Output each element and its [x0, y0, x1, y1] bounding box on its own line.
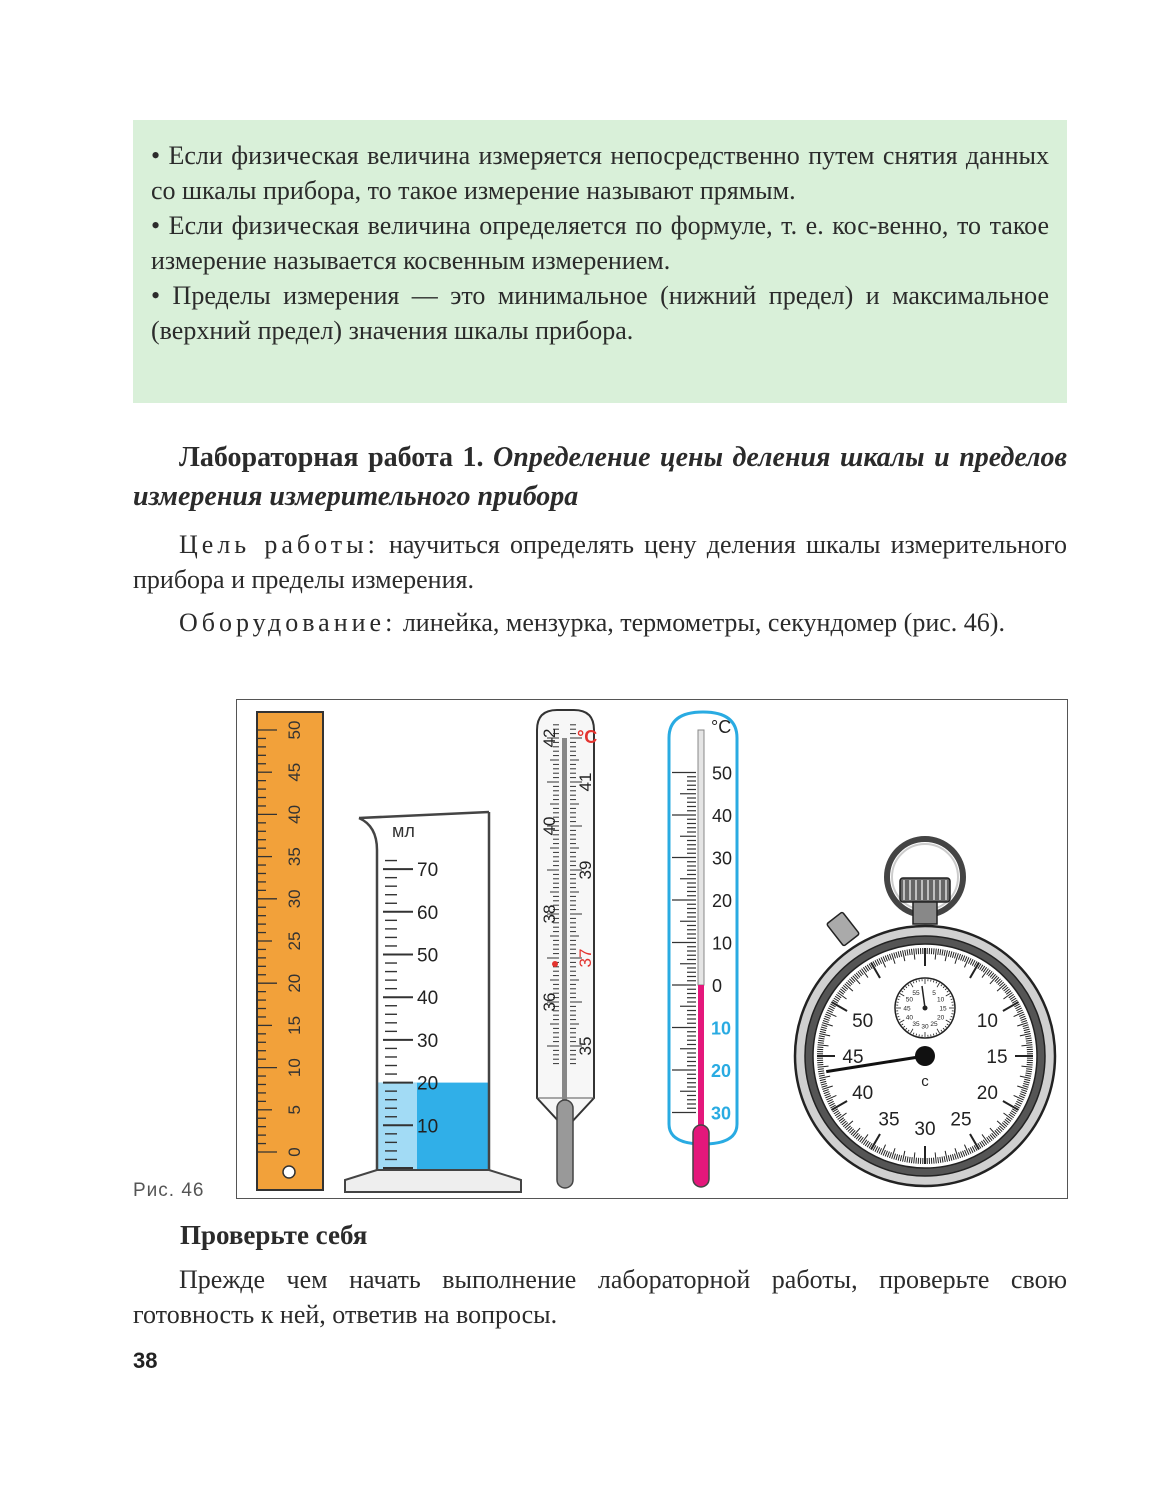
equipment-paragraph	[133, 605, 1067, 640]
ruler-label: 10	[285, 1058, 304, 1078]
stopwatch-label: 45	[842, 1047, 864, 1068]
stopwatch-crown	[900, 878, 950, 902]
cylinder-unit: мл	[392, 821, 415, 841]
room-capillary-fill	[698, 985, 704, 1140]
clinical-thermometer	[537, 710, 597, 1188]
ruler-label: 50	[285, 720, 304, 740]
subdial-label: 35	[912, 1021, 920, 1029]
bullet-indirect: • Если физическая величина определяется по формуле, т. е. кос-венно, то такое измерение называется косвенным измерением.	[151, 211, 1049, 275]
stopwatch-label: 50	[852, 1011, 874, 1032]
ruler-hole	[283, 1166, 295, 1178]
subdial-label: 50	[905, 996, 914, 1004]
stopwatch-pin	[915, 1046, 935, 1066]
ruler-label: 15	[285, 1015, 304, 1035]
subdial-label: 15	[939, 1005, 947, 1013]
cylinder-label: 20	[417, 1073, 439, 1095]
stopwatch-tick	[916, 948, 917, 954]
goal-label: Цель работы:	[179, 530, 379, 559]
stopwatch-tick	[1027, 1065, 1033, 1066]
stopwatch-label: 40	[852, 1083, 874, 1104]
ruler-label: 40	[285, 804, 304, 824]
room-bulb	[693, 1125, 709, 1187]
instruments-illustration	[237, 700, 1069, 1200]
cylinder-label: 10	[417, 1116, 439, 1138]
stopwatch-label: 25	[950, 1109, 972, 1131]
figure-46	[236, 699, 1068, 1199]
room-label-negative: 10	[711, 1018, 732, 1039]
subdial-pin	[923, 1006, 928, 1011]
stopwatch-tick	[934, 948, 935, 954]
stopwatch-label: 15	[986, 1047, 1008, 1068]
ruler-label: 45	[285, 762, 304, 782]
stopwatch-stem	[913, 902, 937, 924]
clinical-mark-37	[552, 961, 558, 967]
definition-box	[133, 120, 1067, 403]
subdial-label: 5	[932, 989, 936, 997]
room-label-negative: 30	[711, 1103, 732, 1124]
cylinder-label: 40	[417, 988, 439, 1010]
cylinder-base	[345, 1170, 521, 1192]
bullet-limits: • Пределы измерения — это минимальное (нижний предел) и максимальное (верхний предел) значения шкалы прибора.	[151, 281, 1049, 345]
clinical-label: 38	[540, 904, 559, 924]
check-heading: Проверьте себя	[180, 1220, 368, 1250]
subdial-label: 10	[936, 996, 945, 1004]
liquid-highlight	[377, 1083, 417, 1170]
ruler-label: 25	[285, 931, 304, 951]
stopwatch-label: 35	[878, 1109, 900, 1131]
equipment-text: линейка, мензурка, термометры, секундомер (рис. 46).	[402, 608, 1005, 637]
subdial-label: 30	[921, 1023, 929, 1031]
figure-caption: Рис. 46	[133, 1180, 205, 1201]
subdial-label: 55	[912, 989, 920, 997]
graduated-cylinder	[345, 812, 521, 1192]
cylinder-label: 30	[417, 1030, 439, 1052]
room-capillary-empty	[698, 730, 704, 985]
room-label-positive: 50	[712, 763, 733, 784]
ruler-label: 0	[285, 1147, 304, 1157]
lab-number: Лабораторная работа 1.	[179, 442, 484, 473]
page-number: 38	[133, 1348, 158, 1373]
clinical-bulb	[557, 1100, 573, 1188]
cylinder-label: 60	[417, 902, 439, 924]
equipment-label: Оборудование:	[179, 608, 397, 637]
stopwatch	[795, 839, 1055, 1186]
room-thermometer	[669, 712, 737, 1187]
clinical-label: 37	[576, 948, 595, 968]
clinical-capillary	[562, 738, 567, 1103]
room-label-positive: 40	[712, 806, 733, 826]
lab-title: Определение цены деления шкалы и пределов измерения измерительного прибора	[133, 442, 1067, 512]
room-unit: °C	[711, 717, 732, 737]
subdial-label: 25	[930, 1021, 938, 1029]
stopwatch-side-button	[827, 912, 860, 946]
check-text: Прежде чем начать выполнение лабораторной работы, проверьте свою готовность к ней, ответив на вопросы.	[133, 1265, 1067, 1329]
room-label-positive: 30	[712, 848, 733, 869]
stopwatch-tick	[817, 1065, 823, 1066]
stopwatch-label: 20	[976, 1083, 998, 1104]
clinical-label: 35	[576, 1036, 595, 1056]
ruler-label: 20	[285, 973, 304, 993]
ruler-label: 30	[285, 889, 304, 909]
stopwatch-tick	[817, 1047, 823, 1048]
room-label-positive: 10	[712, 933, 733, 954]
lab-heading	[133, 438, 1067, 516]
room-label-positive: 20	[712, 891, 733, 911]
ruler-label: 35	[285, 847, 304, 867]
ruler	[257, 712, 323, 1190]
bullet-direct: • Если физическая величина измеряется непосредственно путем снятия данных со шкалы прибора, то такое измерение называют прямым.	[151, 141, 1049, 205]
goal-text: научиться определять цену деления шкалы измерительного прибора и пределы измерения.	[133, 530, 1067, 594]
check-paragraph	[133, 1262, 1067, 1332]
clinical-label: 36	[540, 992, 559, 1012]
cylinder-label: 50	[417, 945, 439, 967]
cylinder-rim	[359, 812, 489, 818]
stopwatch-tick	[934, 1158, 935, 1164]
subdial-label: 20	[936, 1014, 945, 1022]
stopwatch-tick	[1027, 1047, 1033, 1048]
goal-paragraph	[133, 527, 1067, 597]
stopwatch-unit: с	[921, 1073, 929, 1090]
stopwatch-label: 10	[976, 1011, 998, 1032]
cylinder-label: 70	[417, 860, 439, 882]
ruler-label: 5	[285, 1105, 304, 1115]
room-label-positive: 0	[712, 976, 723, 996]
subdial-label: 40	[905, 1014, 914, 1022]
stopwatch-tick	[916, 1158, 917, 1164]
clinical-label: 42	[540, 728, 559, 748]
clinical-label: 40	[540, 816, 559, 836]
clinical-label: 41	[576, 772, 595, 792]
clinical-unit: °C	[577, 727, 598, 747]
room-label-negative: 20	[711, 1061, 732, 1081]
clinical-label: 39	[576, 860, 595, 880]
subdial-label: 45	[903, 1005, 911, 1013]
stopwatch-label: 30	[914, 1119, 936, 1140]
